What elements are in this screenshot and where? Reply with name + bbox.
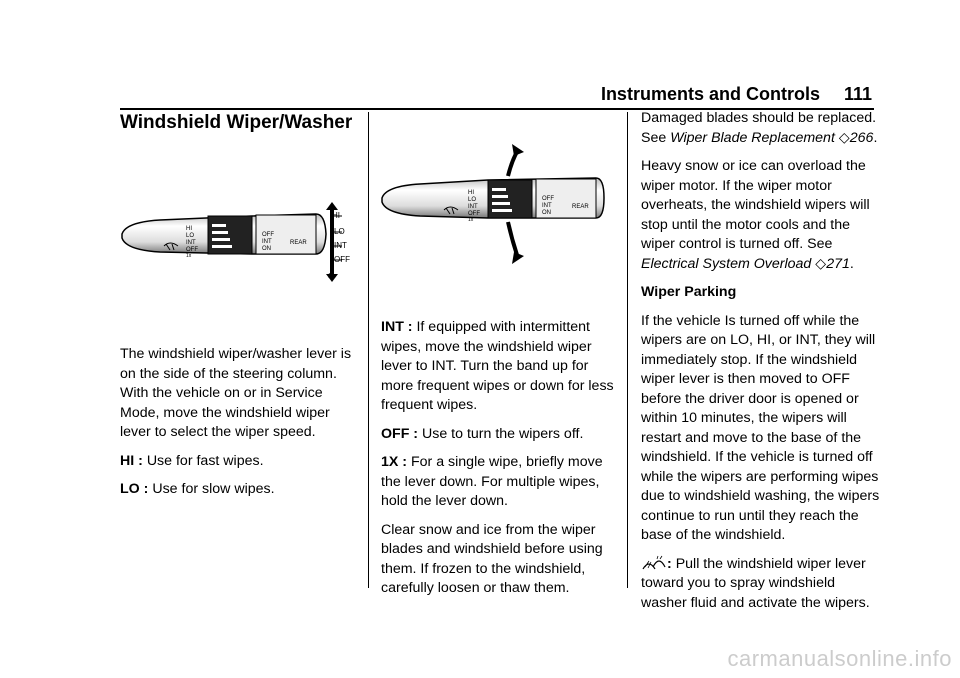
fig2-rear-label: REAR bbox=[572, 204, 589, 210]
fig1-lever-off: OFF bbox=[186, 247, 198, 253]
lo-item bbox=[120, 480, 360, 500]
section-title: Windshield Wiper/Washer bbox=[120, 112, 353, 133]
column-divider-2 bbox=[627, 112, 628, 588]
fig1-scale-off: OFF bbox=[334, 255, 350, 264]
header-section: Instruments and Controls bbox=[600, 84, 820, 104]
snow-paragraph: Clear snow and ice from the wiper blades and windshield before using them. If frozen to the windshield, carefully loosen or thaw them. bbox=[381, 521, 603, 596]
x1-text: For a single wipe, briefly move the lever down. For multiple wipes, hold the lever down. bbox=[381, 454, 603, 509]
fig2-lever-int: INT bbox=[468, 204, 478, 210]
page-ref-icon: ◇ bbox=[815, 255, 827, 272]
blades-paragraph: Damaged blades should be replaced. See Wiper Blade Replacement ◇266. bbox=[641, 110, 878, 146]
watermark: carmanualsonline.info bbox=[727, 646, 952, 671]
wiper-blade-page[interactable]: 266 bbox=[849, 129, 874, 146]
fig1-lever-1x: 1x bbox=[186, 253, 192, 259]
hi-item bbox=[120, 452, 360, 472]
overload-paragraph: Heavy snow or ice can overload the wiper motor. If the wiper motor overheats, the windshield wipers will stop until the motor cools and the wiper control is turned off. See Electrical System Overload ◇271. bbox=[641, 158, 870, 272]
int-label: INT : bbox=[381, 319, 413, 335]
off-text: Use to turn the wipers off. bbox=[422, 425, 584, 442]
page-number: 111 bbox=[843, 84, 872, 104]
lo-label: LO : bbox=[120, 481, 149, 497]
parking-paragraph: If the vehicle Is turned off while the wipers are on LO, HI, or INT, they will immediately stop. If the windshield wiper lever is then moved to OFF before the driver door is opened or within 10 minutes, the wipers will restart and move to the base of the windshield. If the vehicle is turned off while the wipers are performing wipes due to windshield washing, the wipers continue to run until they reach the base of the windshield. bbox=[641, 312, 880, 543]
fig1-scale-hi: HI bbox=[332, 211, 340, 220]
electrical-overload-link[interactable]: Electrical System Overload bbox=[641, 255, 812, 272]
fig1-washer-off: OFF bbox=[262, 232, 274, 238]
fig1-lever-hi: HI bbox=[186, 226, 192, 232]
fig2-lever-off: OFF bbox=[468, 211, 480, 217]
fig1-rear-label: REAR bbox=[290, 240, 307, 246]
fig2-lever-lo: LO bbox=[468, 197, 477, 203]
off-item bbox=[381, 425, 621, 445]
int-text: If equipped with intermittent wipes, move the windshield wiper lever to INT. Turn the band up for more frequent wipes or down for less frequent wipes. bbox=[381, 319, 614, 413]
x1-label: 1X : bbox=[381, 454, 408, 470]
column-divider-1 bbox=[368, 112, 369, 588]
intro-paragraph: The windshield wiper/washer lever is on the side of the steering column. With the vehicle on or in Service Mode, move the windshield wiper lever to select the wiper speed. bbox=[120, 346, 352, 440]
wiper-blade-link[interactable]: Wiper Blade Replacement bbox=[670, 129, 835, 146]
off-label: OFF : bbox=[381, 425, 419, 442]
electrical-overload-page[interactable]: 271 bbox=[826, 255, 850, 272]
fig1-washer-int: INT bbox=[262, 239, 272, 245]
lo-text: Use for slow wipes. bbox=[152, 481, 275, 497]
page-ref-icon: ◇ bbox=[838, 129, 850, 146]
washer-item bbox=[641, 555, 881, 614]
fig2-washer-on: ON bbox=[542, 210, 551, 216]
fig1-scale-int: INT bbox=[334, 241, 347, 250]
fig1-washer-on: ON bbox=[262, 246, 271, 252]
x1-item bbox=[381, 453, 621, 512]
fig2-lever-1x: 1x bbox=[468, 217, 474, 223]
hi-text: Use for fast wipes. bbox=[146, 452, 264, 469]
fig1-scale-lo: LO bbox=[334, 227, 345, 236]
parking-heading: Wiper Parking bbox=[641, 284, 737, 300]
column-2 bbox=[381, 318, 621, 608]
washer-spray-icon bbox=[641, 555, 667, 571]
fig1-scale-1x: 1x bbox=[328, 273, 336, 280]
washer-text: Pull the windshield wiper lever toward you to spray windshield washer fluid and activate the wipers. bbox=[641, 555, 870, 611]
wiper-lever-figure-1 bbox=[120, 194, 358, 290]
fig2-lever-hi: HI bbox=[468, 190, 474, 196]
wiper-lever-figure-2 bbox=[380, 140, 620, 270]
fig2-washer-int: INT bbox=[542, 203, 552, 209]
column-3 bbox=[641, 109, 881, 622]
fig1-lever-int: INT bbox=[186, 240, 196, 246]
fig1-lever-lo: LO bbox=[186, 233, 195, 239]
rotate-down-arrow-icon bbox=[508, 222, 518, 258]
hi-label: HI : bbox=[120, 452, 143, 469]
int-item bbox=[381, 318, 621, 416]
column-1 bbox=[120, 345, 360, 509]
running-header bbox=[601, 84, 872, 105]
washer-label: : bbox=[667, 555, 672, 572]
fig2-washer-off: OFF bbox=[542, 196, 554, 202]
